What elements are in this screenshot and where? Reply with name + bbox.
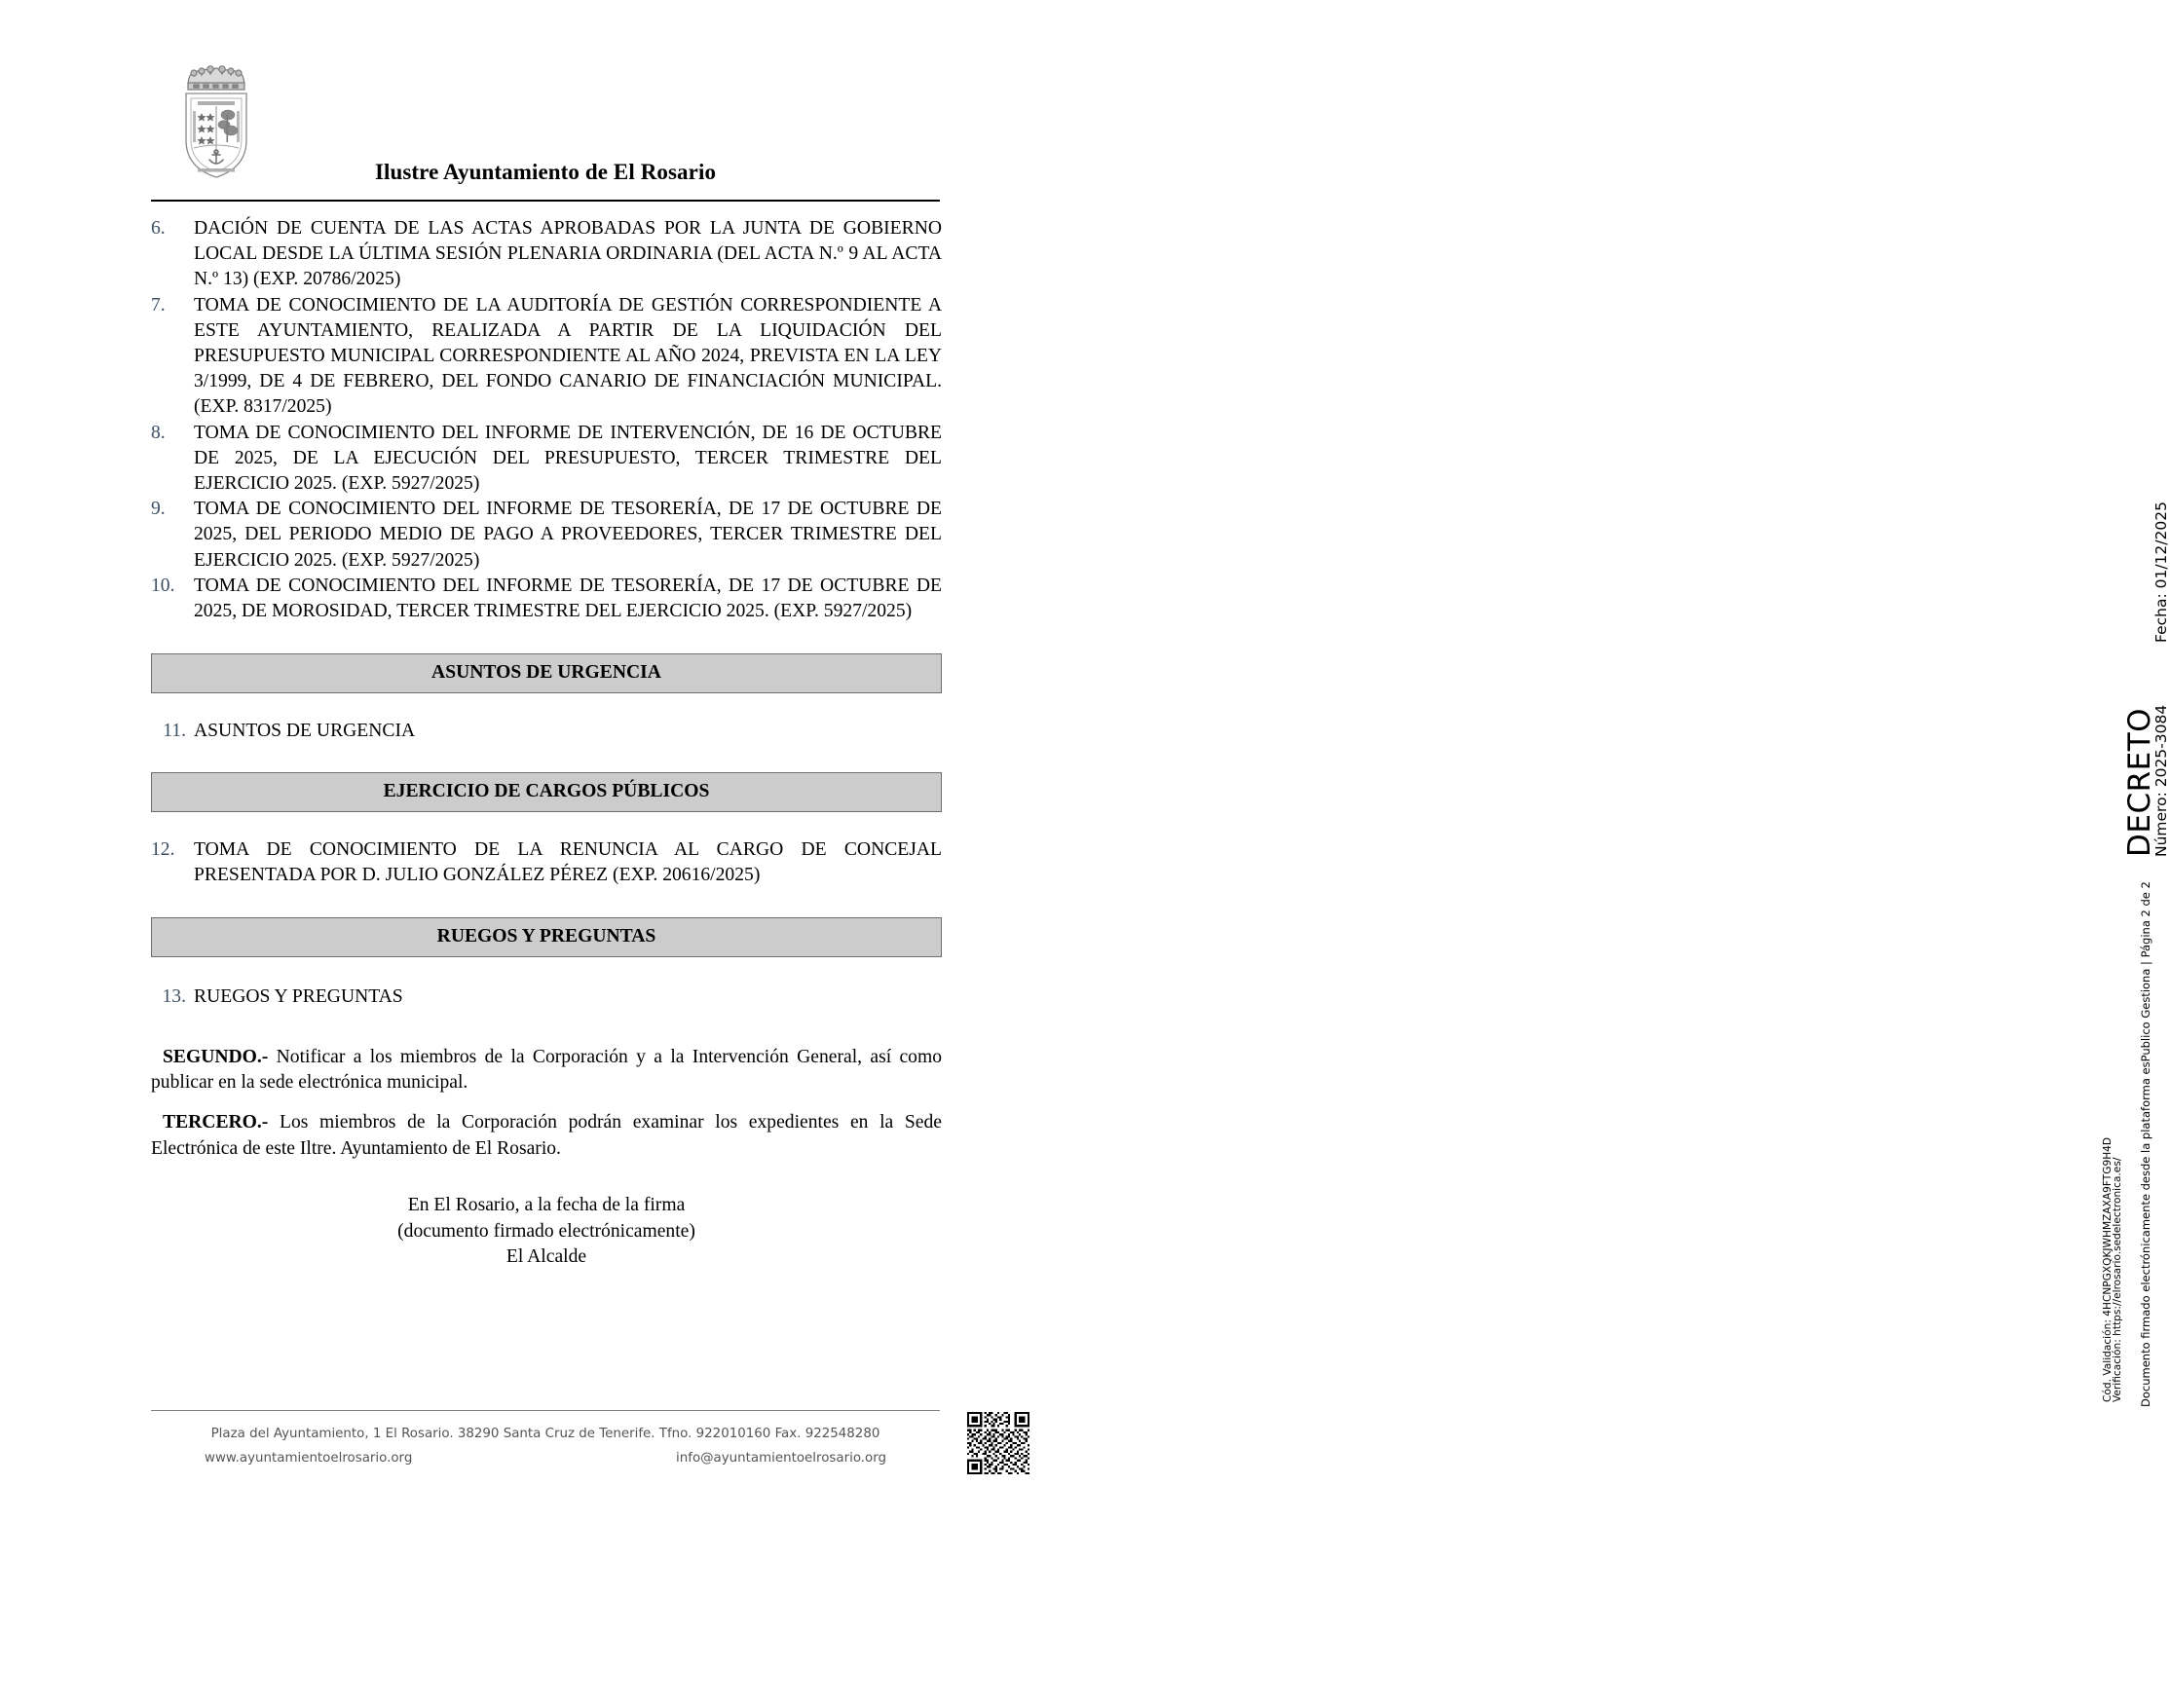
stamp-signed-note: Documento firmado electrónicamente desde la plataforma esPublico Gestiona | Página 2 de 2 [2139, 881, 2152, 1407]
signature-line-role: El Alcalde [505, 1246, 587, 1268]
document-footer [151, 1422, 940, 1470]
signature-line-place: En El Rosario, a la fecha de la firma [407, 1195, 686, 1216]
signature-line-electronic: (documento firmado electrónicamente) [397, 1220, 695, 1242]
agenda-item-number: 12. [151, 838, 175, 860]
agenda-item-number: 6. [151, 218, 166, 239]
agenda-item-number: 8. [151, 422, 166, 443]
stamp-decreto-label: DECRETO [2122, 707, 2157, 857]
stamp-verification-url: Verificación: https://elrosario.sedelectronica.es/ [2112, 1157, 2123, 1402]
agenda-list [151, 216, 942, 624]
agenda-item-ruegos [151, 984, 942, 1010]
agenda-item-text: DACIÓN DE CUENTA DE LAS ACTAS APROBADAS POR LA JUNTA DE GOBIERNO LOCAL DESDE LA ÚLTIMA SESIÓN PLENARIA ORDINARIA (DEL ACTA N.º 9 AL ACTA N.º 13) (EXP. 20786/2025) [194, 218, 942, 290]
agenda-item-cargos [151, 837, 942, 888]
agenda-item [151, 293, 942, 421]
agenda-item-text: TOMA DE CONOCIMIENTO DEL INFORME DE TESORERÍA, DE 17 DE OCTUBRE DE 2025, DEL PERIODO MEDIO DE PAGO A PROVEEDORES, TERCER TRIMESTRE DEL EJERCICIO 2025. (EXP. 5927/2025) [194, 499, 942, 571]
agenda-item-number: 11. [163, 720, 186, 741]
resolution-tercero [151, 1110, 942, 1162]
agenda-item-urgencia [151, 719, 942, 744]
agenda-item [151, 574, 942, 624]
agenda-item [151, 216, 942, 293]
agenda-item-text: ASUNTOS DE URGENCIA [194, 720, 416, 741]
margin-stamp [1106, 0, 2170, 1708]
agenda-item [151, 421, 942, 498]
resolution-segundo-text: Notificar a los miembros de la Corporación y a la Intervención General, así como publicar en la sede electrónica municipal. [151, 1046, 942, 1094]
document-header [151, 51, 940, 204]
signature-block [151, 1193, 942, 1271]
qr-code-icon [967, 1412, 1029, 1474]
header-divider [151, 200, 940, 202]
agenda-item-text: TOMA DE CONOCIMIENTO DEL INFORME DE TESORERÍA, DE 17 DE OCTUBRE DE 2025, DE MOROSIDAD, TERCER TRIMESTRE DEL EJERCICIO 2025. (EXP. 5927/2025) [194, 575, 942, 622]
page-title: Ilustre Ayuntamiento de El Rosario [374, 160, 717, 184]
section-header-cargos: EJERCICIO DE CARGOS PÚBLICOS [151, 772, 942, 812]
resolution-tercero-label: TERCERO.- [163, 1112, 269, 1133]
agenda-item-number: 9. [151, 499, 166, 520]
resolution-segundo [151, 1045, 942, 1096]
agenda-item-number: 10. [151, 575, 175, 596]
agenda-item-number: 7. [151, 294, 166, 316]
stamp-validation-code: Cód. Validación: 4HCNPGXQKJWHMZAXA9FTG9H4D [2102, 1136, 2114, 1402]
footer-divider [151, 1410, 940, 1411]
agenda-item-text: TOMA DE CONOCIMIENTO DE LA RENUNCIA AL CARGO DE CONCEJAL PRESENTADA POR D. JULIO GONZÁLEZ PÉREZ (EXP. 20616/2025) [194, 838, 942, 885]
agenda-item [151, 497, 942, 574]
footer-website[interactable]: www.ayuntamientoelrosario.org [205, 1451, 413, 1466]
resolution-segundo-label: SEGUNDO.- [163, 1046, 269, 1067]
resolution-tercero-text: Los miembros de la Corporación podrán examinar los expedientes en la Sede Electrónica de este Iltre. Ayuntamiento de El Rosario. [151, 1112, 942, 1159]
document-body [151, 216, 942, 1271]
agenda-item-text: TOMA DE CONOCIMIENTO DE LA AUDITORÍA DE GESTIÓN CORRESPONDIENTE A ESTE AYUNTAMIENTO, REALIZADA A PARTIR DE LA LIQUIDACIÓN DEL PRESUPUESTO MUNICIPAL CORRESPONDIENTE AL AÑO 2024, PREVISTA EN LA LEY 3/1999, DE 4 DE FEBRERO, DEL FONDO CANARIO DE FINANCIACIÓN MUNICIPAL. (EXP. 8317/2025) [194, 294, 942, 418]
section-header-urgencia: ASUNTOS DE URGENCIA [151, 653, 942, 693]
stamp-numero: Número: 2025-3084 [2152, 704, 2170, 857]
agenda-item-text: TOMA DE CONOCIMIENTO DEL INFORME DE INTERVENCIÓN, DE 16 DE OCTUBRE DE 2025, DE LA EJECUCIÓN DEL PRESUPUESTO, TERCER TRIMESTRE DEL EJERCICIO 2025. (EXP. 5927/2025) [194, 422, 942, 495]
agenda-item-number: 13. [162, 985, 186, 1007]
agenda-item-text: RUEGOS Y PREGUNTAS [194, 985, 403, 1007]
footer-email[interactable]: info@ayuntamientoelrosario.org [676, 1451, 886, 1466]
stamp-fecha: Fecha: 01/12/2025 [2152, 501, 2170, 643]
section-header-ruegos: RUEGOS Y PREGUNTAS [151, 917, 942, 957]
footer-address: Plaza del Ayuntamiento, 1 El Rosario. 38290 Santa Cruz de Tenerife. Tfno. 922010160 Fax. 922548280 [210, 1427, 880, 1441]
